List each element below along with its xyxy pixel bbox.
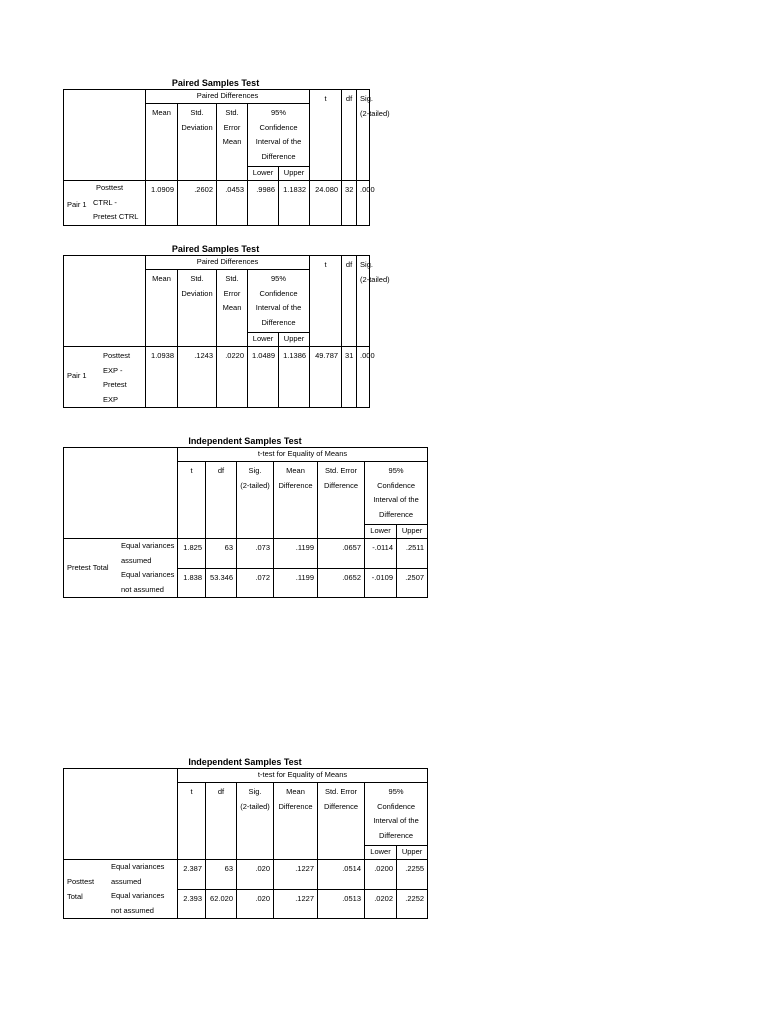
corner-cell (64, 256, 146, 347)
col-se-diff-header: Std. Error Difference (318, 462, 365, 539)
col-ci-header: 95% Confidence Interval of the Difference (365, 462, 428, 525)
value-lower: -.0114 (365, 539, 397, 569)
col-df-header: df (206, 783, 237, 860)
row-label-cell (64, 860, 178, 919)
row-label: Equal variances not assumed (121, 570, 175, 594)
value-mean-diff: .1199 (274, 539, 318, 569)
paired-test-1-table (63, 89, 390, 226)
ttest-header: t-test for Equality of Means (178, 448, 428, 462)
col-lower-header: Lower (248, 167, 279, 181)
value-se-diff: .0514 (318, 860, 365, 890)
col-upper-header: Upper (397, 525, 428, 539)
value-df: 32 (342, 181, 357, 226)
col-std-dev-header: Std. Deviation (178, 270, 217, 347)
value-t: 1.838 (178, 568, 206, 598)
col-t-header: t (178, 462, 206, 539)
row-label: Equal variances assumed (111, 862, 165, 886)
value-sig: .020 (237, 889, 274, 919)
col-t-header: t (178, 783, 206, 860)
value-sig: .020 (237, 860, 274, 890)
row-label-cell (64, 181, 146, 226)
col-mean-header: Mean (146, 270, 178, 347)
col-upper-header: Upper (397, 846, 428, 860)
corner-cell (64, 448, 178, 539)
value-lower: .9986 (248, 181, 279, 226)
value-mean-diff: .1227 (274, 889, 318, 919)
paired-test-1-title: Paired Samples Test (171, 78, 260, 88)
value-mean: 1.0909 (146, 181, 178, 226)
value-sig: .000 (357, 181, 370, 226)
col-ci-header: 95% Confidence Interval of the Difference (248, 270, 310, 333)
value-t: 2.393 (178, 889, 206, 919)
pair-label: Pair 1 (67, 200, 87, 209)
col-se-diff-header: Std. Error Difference (318, 783, 365, 860)
col-sig-header: Sig. (2-tailed) (237, 462, 274, 539)
col-upper-header: Upper (279, 167, 310, 181)
value-upper: .2252 (397, 889, 428, 919)
paired-test-2-table (63, 255, 390, 408)
value-upper: 1.1386 (279, 347, 310, 408)
value-mean-diff: .1199 (274, 568, 318, 598)
col-std-err-header: Std. Error Mean (217, 270, 248, 347)
value-std-dev: .2602 (178, 181, 217, 226)
col-std-dev-header: Std. Deviation (178, 104, 217, 181)
value-mean-diff: .1227 (274, 860, 318, 890)
value-lower: -.0109 (365, 568, 397, 598)
row-label: Posttest CTRL - Pretest CTRL (93, 183, 139, 221)
independent-test-2-title: Independent Samples Test (188, 757, 302, 767)
value-df: 62.020 (206, 889, 237, 919)
value-sig: .072 (237, 568, 274, 598)
row-label-cell (64, 347, 146, 408)
col-sig-header: Sig. (2-tailed) (357, 256, 370, 347)
value-upper: .2511 (397, 539, 428, 569)
value-std-err: .0220 (217, 347, 248, 408)
col-df-header: df (342, 256, 357, 347)
corner-cell (64, 90, 146, 181)
value-t: 2.387 (178, 860, 206, 890)
row-group-label: Posttest Total (67, 877, 95, 901)
value-se-diff: .0657 (318, 539, 365, 569)
value-t: 1.825 (178, 539, 206, 569)
col-ci-header: 95% Confidence Interval of the Difference (365, 783, 428, 846)
independent-test-1-title: Independent Samples Test (188, 436, 302, 446)
paired-differences-header: Paired Differences (146, 256, 310, 270)
value-std-dev: .1243 (178, 347, 217, 408)
col-std-err-header: Std. Error Mean (217, 104, 248, 181)
col-lower-header: Lower (365, 846, 397, 860)
ttest-header: t-test for Equality of Means (178, 769, 428, 783)
row-label-cell (64, 539, 178, 598)
value-sig: .073 (237, 539, 274, 569)
pair-label: Pair 1 (67, 371, 87, 380)
value-df: 31 (342, 347, 357, 408)
col-lower-header: Lower (248, 333, 279, 347)
row-label: Equal variances not assumed (111, 891, 165, 915)
value-mean: 1.0938 (146, 347, 178, 408)
col-upper-header: Upper (279, 333, 310, 347)
col-mean-header: Mean (146, 104, 178, 181)
value-df: 63 (206, 539, 237, 569)
value-df: 63 (206, 860, 237, 890)
col-t-header: t (310, 90, 342, 181)
row-label: Equal variances assumed (121, 541, 175, 565)
value-se-diff: .0652 (318, 568, 365, 598)
col-mean-diff-header: Mean Difference (274, 783, 318, 860)
row-group-label: Pretest Total (67, 563, 109, 572)
value-sig: .000 (357, 347, 370, 408)
col-t-header: t (310, 256, 342, 347)
value-upper: .2507 (397, 568, 428, 598)
col-sig-header: Sig. (2-tailed) (357, 90, 370, 181)
value-se-diff: .0513 (318, 889, 365, 919)
col-ci-header: 95% Confidence Interval of the Difference (248, 104, 310, 167)
corner-cell (64, 769, 178, 860)
row-label: Posttest EXP - Pretest EXP (103, 351, 131, 404)
value-lower: 1.0489 (248, 347, 279, 408)
value-lower: .0202 (365, 889, 397, 919)
value-df: 53.346 (206, 568, 237, 598)
paired-test-2-title: Paired Samples Test (171, 244, 260, 254)
col-df-header: df (206, 462, 237, 539)
value-std-err: .0453 (217, 181, 248, 226)
value-t: 24.080 (310, 181, 342, 226)
independent-test-1-table (63, 447, 428, 598)
col-sig-header: Sig. (2-tailed) (237, 783, 274, 860)
col-lower-header: Lower (365, 525, 397, 539)
value-upper: .2255 (397, 860, 428, 890)
value-t: 49.787 (310, 347, 342, 408)
value-lower: .0200 (365, 860, 397, 890)
col-df-header: df (342, 90, 357, 181)
col-mean-diff-header: Mean Difference (274, 462, 318, 539)
value-upper: 1.1832 (279, 181, 310, 226)
independent-test-2-table (63, 768, 428, 919)
paired-differences-header: Paired Differences (146, 90, 310, 104)
